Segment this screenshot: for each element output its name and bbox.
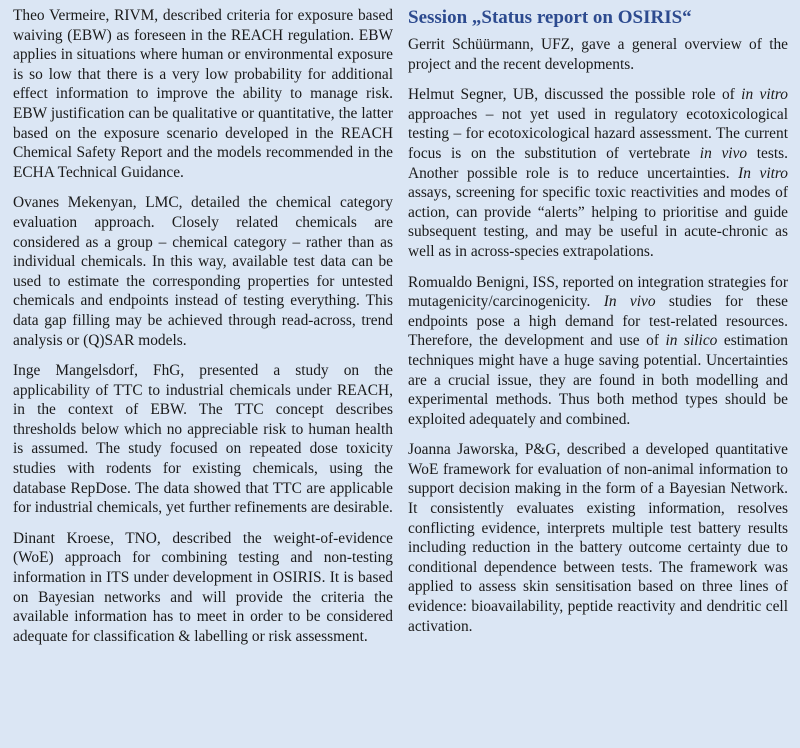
right-column [408,6,788,647]
text-segment: Dinant Kroese, TNO, described the weight-of-evidence (WoE) approach for combining testing and non-testing information in ITS under development in OSIRIS. It is based on Bayesian networks and will provide the criteria the available information has to meet in order to be considered adequate for classification & labelling or risk assessment. [13,529,393,645]
text-segment: Theo Vermeire, RIVM, described criteria for exposure based waiving (EBW) as foreseen in the REACH regulation. EBW applies in situations where human or environmental exposure is so low that there is a very low probability for additional effect information to improve the ability to manage risk. EBW justification can be qualitative or quantitative, the latter based on the exposure scenario developed in the REACH Chemical Safety Report and the models recommended in the ECHA Technical Guidance. [13,7,393,181]
paragraph-mekenyan [13,193,393,350]
italic-term: In vivo [603,293,656,311]
italic-term: In vitro [738,164,788,182]
paragraph-benigni [408,273,788,430]
text-segment: approaches – not yet used in regulatory ecotoxicological testing – for ecotoxicological hazard assessment. The current focus is on the substitution of vertebrate [408,105,788,162]
text-segment: Gerrit Schüürmann, UFZ, gave a general overview of the project and the recent developments. [408,36,788,73]
italic-term: in silico [665,332,718,350]
text-segment: Joanna Jaworska, P&G, described a developed quantitative WoE framework for evaluation of non-animal information to support decision making in the form of a Bayesian Network. It consistently evaluates existing information, resolves conflicting evidence, interprets multiple test battery results including reduction in the battery outcome certainty due to conditional dependence between tests. The framework was applied to assess skin sensitisation based on three lines of evidence: bioavailability, peptide reactivity and dendritic cell activation. [408,441,788,635]
left-column [13,6,393,657]
paragraph-segner [408,85,788,261]
text-segment: Ovanes Mekenyan, LMC, detailed the chemical category evaluation approach. Closely related chemicals are considered as a group – chemical category – rather than as individual chemicals. In this way, available test data can be used to estimate the corresponding properties for untested chemicals and endpoints instead of testing everything. This data gap filling may be achieved through read-across, trend analysis or (Q)SAR models. [13,194,393,349]
paragraph-kroese [13,529,393,647]
italic-term: in vitro [741,86,788,104]
text-segment: Inge Mangelsdorf, FhG, presented a study on the applicability of TTC to industrial chemicals under REACH, in the context of EBW. The TTC concept describes thresholds below which no appreciable risk to human health is assumed. The study focused on repeated dose toxicity studies with rodents for existing chemicals, using the database RepDose. The data showed that TTC are applicable for industrial chemicals, yet further refinements are desirable. [13,362,393,517]
text-segment: tests. Another possible role is to reduce uncertainties. [408,144,788,182]
text-segment: studies for these endpoints pose a high demand for test-related resources. Therefore, the development and use of [408,293,788,350]
paragraph-vermeire [13,6,393,182]
text-segment: assays, screening for specific toxic reactivities and modes of action, can provide “alerts” helping to prioritise and guide subsequent testing, and may be useful in acute-chronic as well as in across-species extrapolations. [408,184,788,260]
text-segment: Helmut Segner, UB, discussed the possible role of [408,86,742,104]
session-heading: Session „Status report on OSIRIS“ [408,7,692,28]
italic-term: in vivo [699,144,748,162]
paragraph-jaworska [408,440,788,636]
paragraph-mangelsdorf [13,361,393,518]
text-segment: Romualdo Benigni, ISS, reported on integration strategies for mutagenicity/carcinogenicity. [408,273,788,311]
text-segment: estimation techniques might have a huge saving potential. Uncertainties are a crucial issue, they are found in both modelling and experimental methods. Thus both method types should be exploited adequately and combined. [408,332,789,428]
paragraph-schuurmann [408,35,788,74]
